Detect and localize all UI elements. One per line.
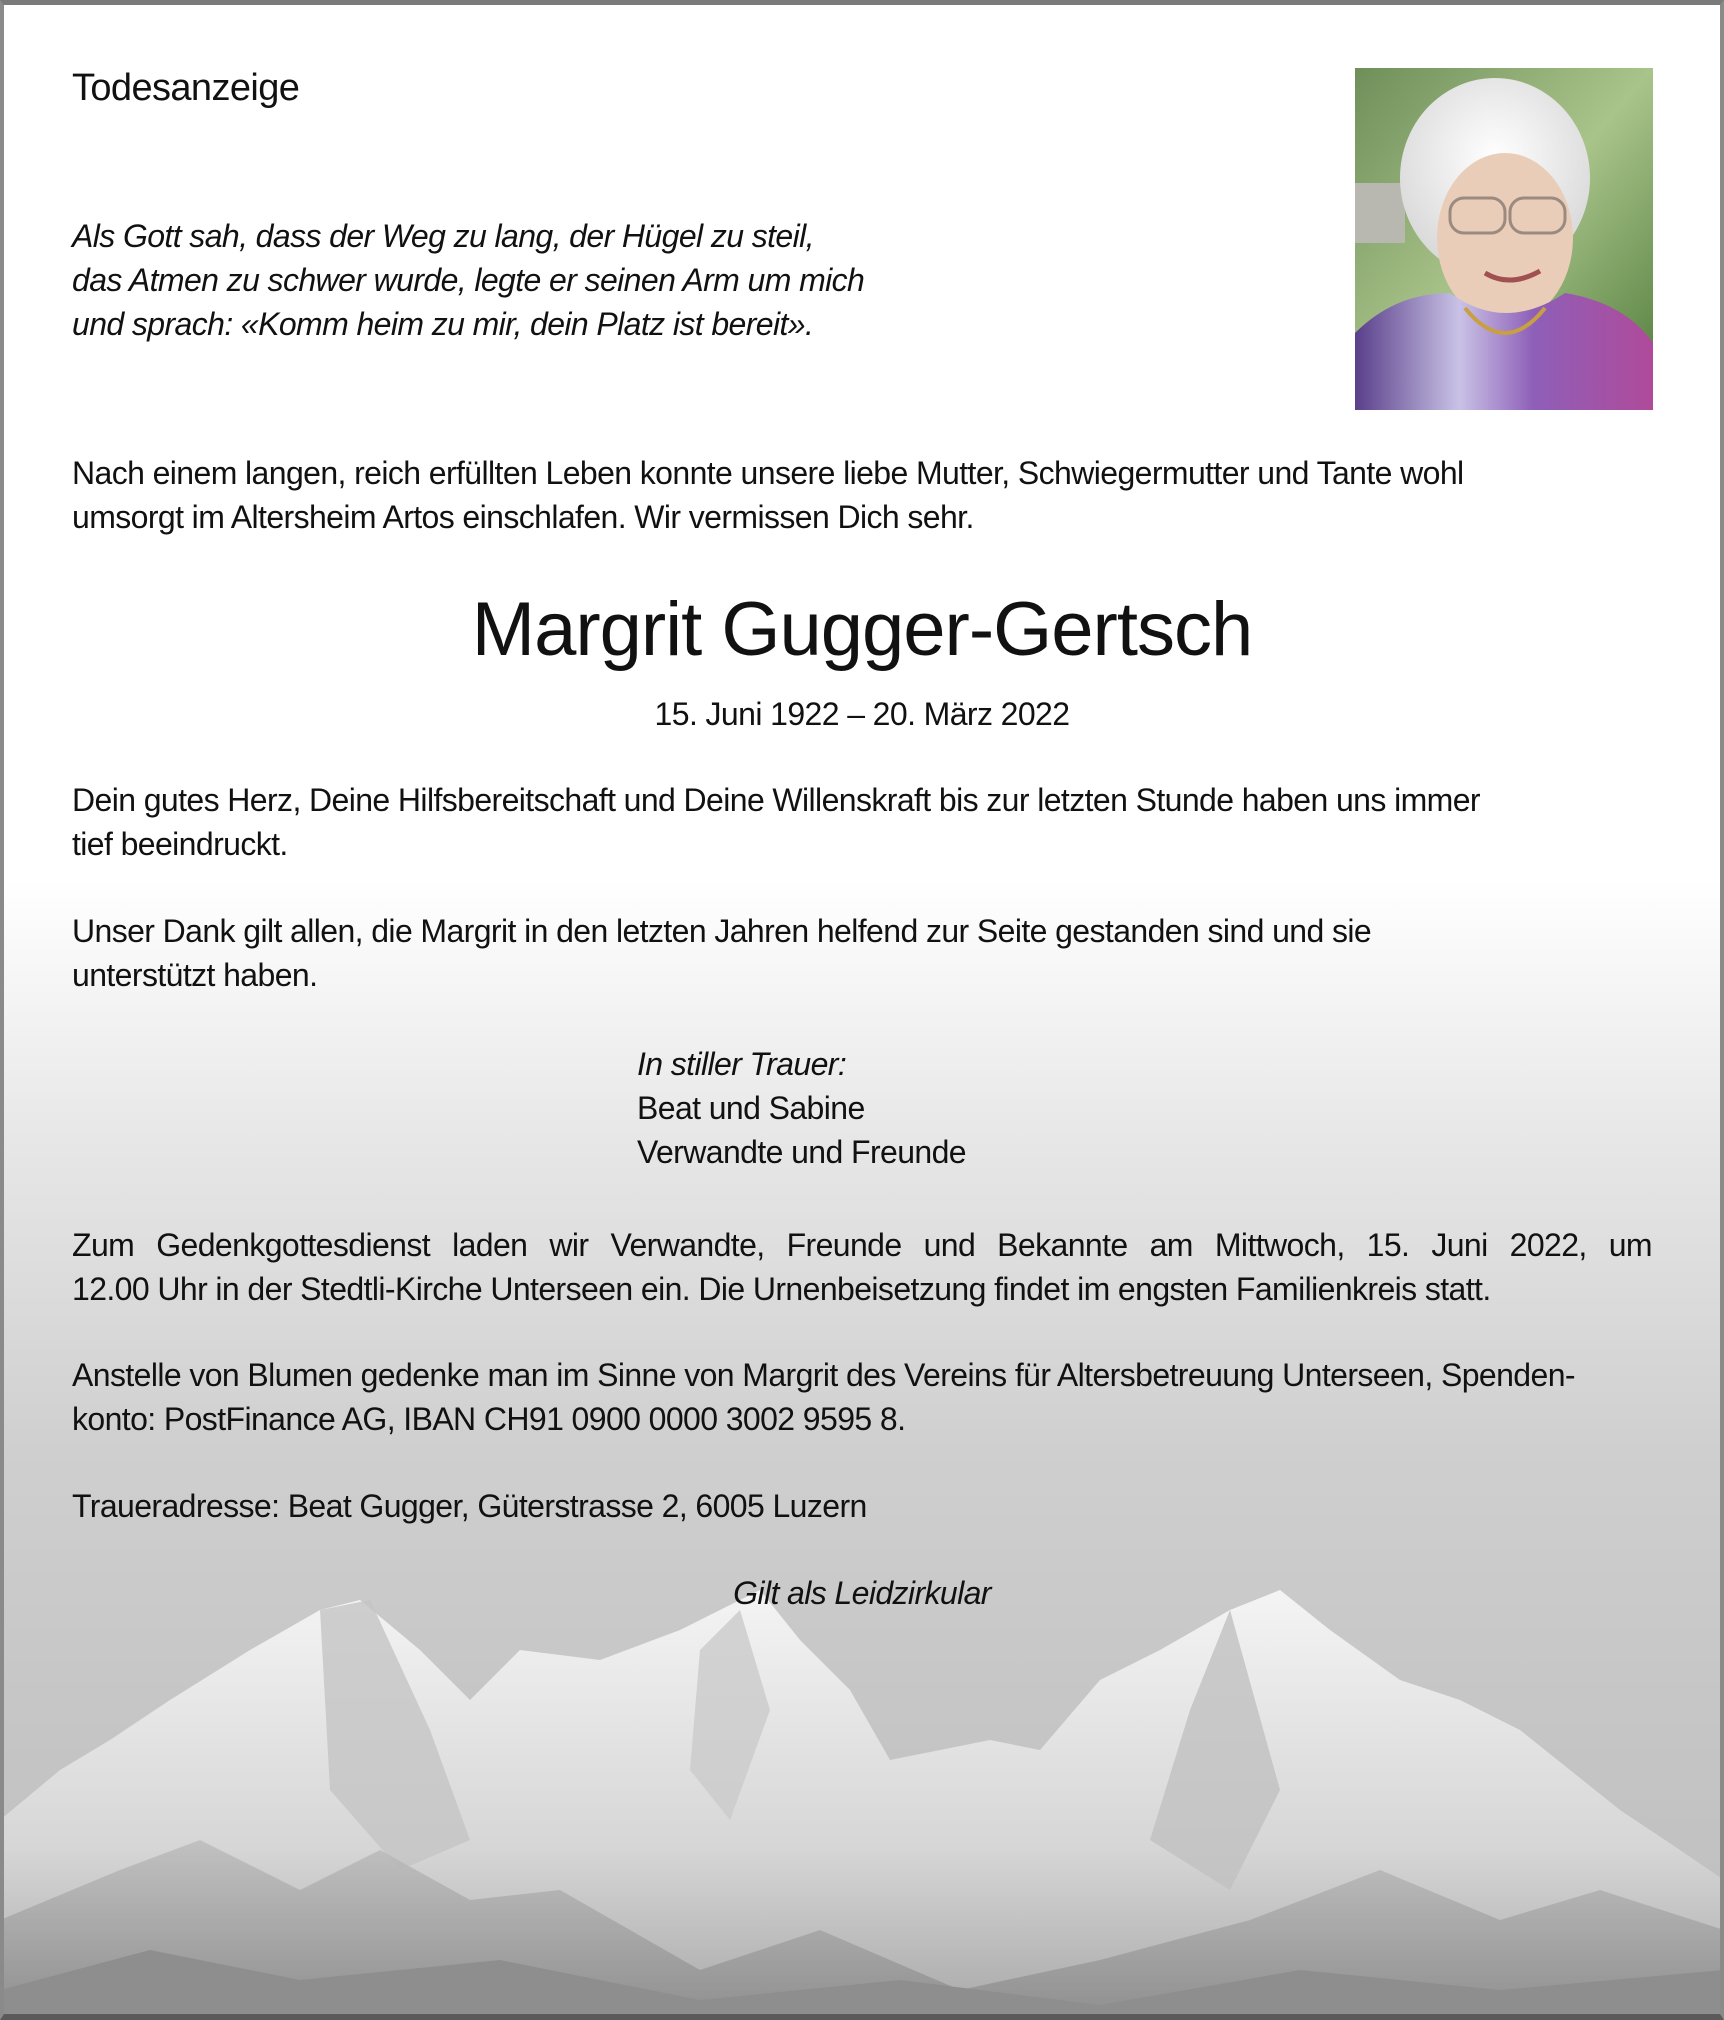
text-line: umsorgt im Altersheim Artos einschlafen. Wir vermissen Dich sehr. bbox=[72, 499, 974, 535]
deceased-name: Margrit Gugger-Gertsch bbox=[471, 587, 1253, 672]
life-dates: 15. Juni 1922 – 20. März 2022 bbox=[654, 696, 1070, 732]
poem-line: Als Gott sah, dass der Weg zu lang, der Hügel zu steil, bbox=[72, 218, 814, 254]
text-line: unterstützt haben. bbox=[72, 957, 318, 993]
mourner-name: Verwandte und Freunde bbox=[637, 1134, 966, 1170]
tribute-paragraph bbox=[72, 778, 1480, 866]
text-line: Anstelle von Blumen gedenke man im Sinne von Margrit des Vereins für Altersbetreuung Unterseen, Spenden- bbox=[72, 1357, 1575, 1393]
text-line: Zum Gedenkgottesdienst laden wir Verwandte, Freunde und Bekannte am Mittwoch, 15. Juni 2022, um bbox=[72, 1227, 1652, 1263]
notice-heading: Todesanzeige bbox=[72, 67, 300, 109]
mourners-block bbox=[637, 1042, 966, 1174]
donation-paragraph bbox=[72, 1353, 1575, 1441]
thanks-paragraph bbox=[72, 909, 1371, 997]
mourner-name: Beat und Sabine bbox=[637, 1090, 865, 1126]
portrait-photo bbox=[1355, 68, 1653, 410]
poem bbox=[72, 214, 864, 346]
text-line: konto: PostFinance AG, IBAN CH91 0900 0000 3002 9595 8. bbox=[72, 1401, 906, 1437]
poem-line: und sprach: «Komm heim zu mir, dein Platz ist bereit». bbox=[72, 306, 814, 342]
poem-line: das Atmen zu schwer wurde, legte er seinen Arm um mich bbox=[72, 262, 865, 298]
text-line: Dein gutes Herz, Deine Hilfsbereitschaft und Deine Willenskraft bis zur letzten Stunde haben uns immer bbox=[72, 782, 1480, 818]
circular-note: Gilt als Leidzirkular bbox=[733, 1575, 991, 1611]
mourners-label: In stiller Trauer: bbox=[637, 1046, 847, 1082]
text-line: Unser Dank gilt allen, die Margrit in den letzten Jahren helfend zur Seite gestanden sind und sie bbox=[72, 913, 1372, 949]
mountain-panorama bbox=[0, 1590, 1724, 2020]
text-line: 12.00 Uhr in der Stedtli-Kirche Unterseen ein. Die Urnenbeisetzung findet im engsten Familienkreis statt. bbox=[72, 1271, 1491, 1307]
intro-paragraph bbox=[72, 451, 1464, 539]
text-line: tief beeindruckt. bbox=[72, 826, 288, 862]
mourning-address: Traueradresse: Beat Gugger, Güterstrasse 2, 6005 Luzern bbox=[72, 1488, 867, 1524]
service-paragraph bbox=[72, 1223, 1652, 1311]
text-line: Nach einem langen, reich erfüllten Leben konnte unsere liebe Mutter, Schwiegermutter und Tante wohl bbox=[72, 455, 1464, 491]
